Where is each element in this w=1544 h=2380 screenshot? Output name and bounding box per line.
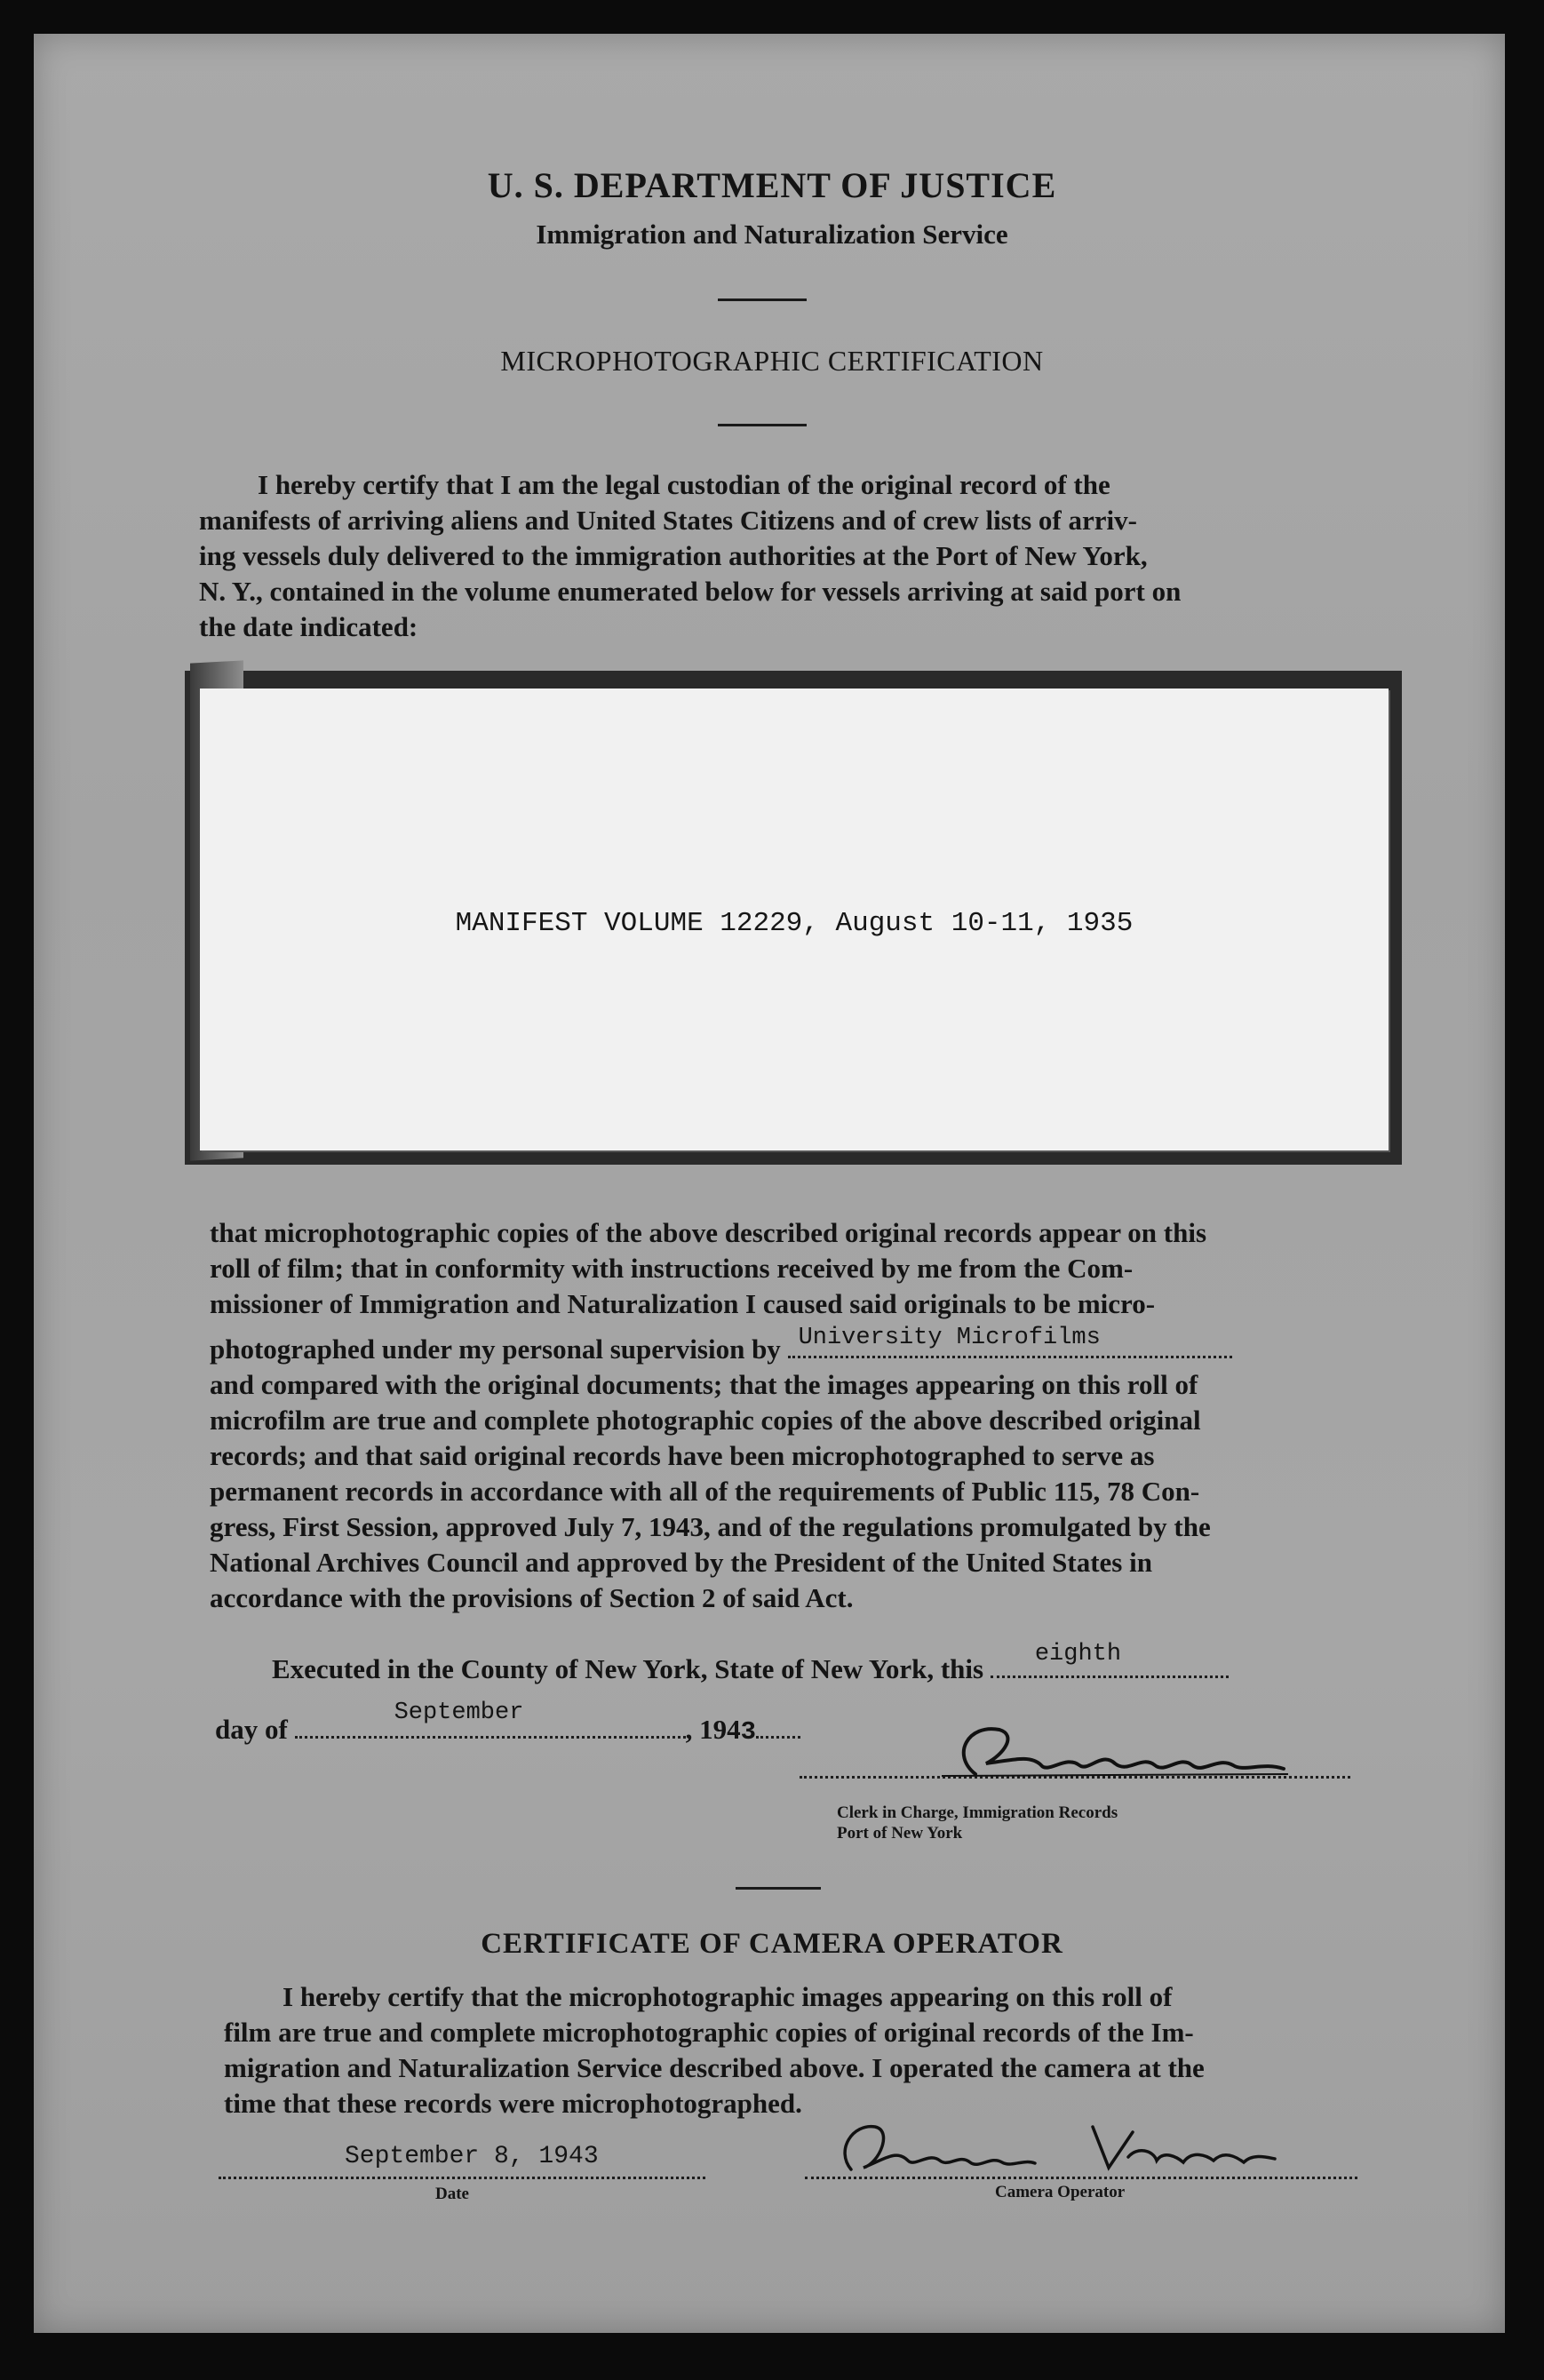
certification-title: MICROPHOTOGRAPHIC CERTIFICATION	[500, 345, 1044, 377]
camera-paragraph	[224, 1979, 1357, 2121]
year-dots	[756, 1711, 800, 1739]
intro-paragraph	[199, 467, 1338, 645]
body-paragraph	[210, 1215, 1347, 1616]
body-line: microfilm are true and complete photographic copies of the above described original	[210, 1405, 1201, 1436]
execution-line	[272, 1641, 1356, 1687]
camera-line: migration and Naturalization Service described above. I operated the camera at the	[224, 2052, 1205, 2083]
year-prefix: , 194	[685, 1714, 741, 1745]
clerk-signature	[933, 1719, 1306, 1790]
execution-month-field	[295, 1699, 686, 1739]
department-heading: U. S. DEPARTMENT OF JUSTICE	[487, 165, 1057, 205]
clerk-title-line: Port of New York	[837, 1824, 963, 1843]
intro-line: the date indicated:	[199, 611, 418, 642]
manifest-volume-text: MANIFEST VOLUME 12229, August 10-11, 1935	[455, 908, 1134, 939]
header-divider-2	[718, 424, 807, 426]
supervision-field	[788, 1325, 1232, 1358]
camera-divider	[736, 1887, 821, 1890]
body-line: records; and that said original records have been microphotographed to serve as	[210, 1440, 1155, 1471]
execution-day-value: eighth	[1034, 1641, 1122, 1668]
intro-line: ing vessels duly delivered to the immigration authorities at the Port of New York,	[199, 540, 1148, 571]
header-divider-1	[718, 298, 807, 301]
body-line: permanent records in accordance with all of the requirements of Public 115, 78 Con-	[210, 1476, 1200, 1507]
body-line: roll of film; that in conformity with instructions received by me from the Com-	[210, 1253, 1134, 1284]
clerk-title	[837, 1803, 1370, 1843]
execution-date-line	[215, 1699, 926, 1750]
body-line: National Archives Council and approved by the President of the United States in	[210, 1547, 1152, 1578]
camera-line: time that these records were microphotographed.	[224, 2088, 802, 2119]
supervision-line	[210, 1325, 1347, 1367]
camera-operator-label: Camera Operator	[995, 2183, 1126, 2201]
day-of-label: day of	[215, 1714, 288, 1745]
supervision-value: University Microfilms	[798, 1325, 1101, 1351]
execution-prefix: Executed in the County of New York, State of New York, this	[272, 1653, 984, 1684]
year-digit: 3	[740, 1717, 756, 1747]
clerk-title-line: Clerk in Charge, Immigration Records	[837, 1803, 1118, 1822]
body-line: and compared with the original documents; that the images appearing on this roll of	[210, 1369, 1198, 1400]
intro-line: N. Y., contained in the volume enumerated below for vessels arriving at said port on	[199, 576, 1182, 607]
camera-line: film are true and complete microphotographic copies of original records of the Im-	[224, 2017, 1194, 2048]
body-line: that microphotographic copies of the above described original records appear on this	[210, 1217, 1207, 1248]
camera-certificate-heading: CERTIFICATE OF CAMERA OPERATOR	[481, 1928, 1063, 1960]
intro-line: I hereby certify that I am the legal custodian of the original record of the	[258, 469, 1110, 500]
operator-signature	[826, 2114, 1288, 2185]
execution-month-value: September	[394, 1699, 524, 1726]
body-line: missioner of Immigration and Naturalization I caused said originals to be micro-	[210, 1288, 1156, 1319]
body-line: accordance with the provisions of Section 2 of said Act.	[210, 1582, 854, 1613]
camera-line: I hereby certify that the microphotographic images appearing on this roll of	[283, 1981, 1173, 2012]
body-line: gress, First Session, approved July 7, 1943, and of the regulations promulgated by the	[210, 1511, 1211, 1542]
execution-day-field	[991, 1641, 1229, 1678]
service-heading: Immigration and Naturalization Service	[536, 219, 1008, 250]
supervision-prefix: photographed under my personal supervision by	[210, 1333, 781, 1365]
intro-line: manifests of arriving aliens and United States Citizens and of crew lists of arriv-	[199, 505, 1137, 536]
date-label: Date	[435, 2185, 469, 2203]
date-value: September 8, 1943	[345, 2143, 599, 2170]
